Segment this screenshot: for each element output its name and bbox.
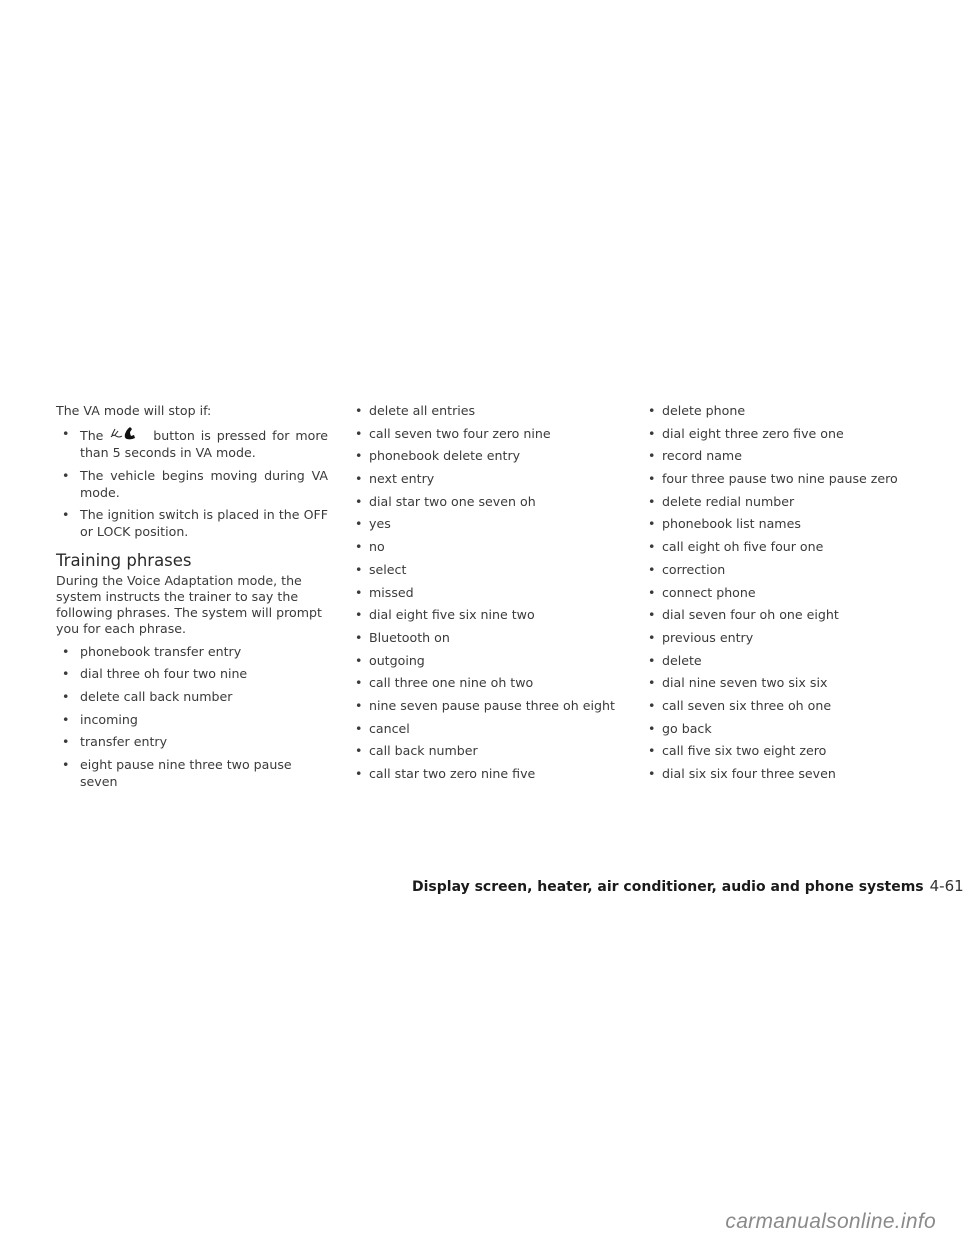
bullet: • xyxy=(648,584,656,600)
page-number: 4-61 xyxy=(929,877,964,895)
bullet: • xyxy=(355,403,363,418)
bullet: • xyxy=(355,720,363,736)
bullet: • xyxy=(355,743,363,759)
phrase-text: call three one nine oh two xyxy=(369,675,534,691)
list-item xyxy=(62,756,328,790)
bullet: • xyxy=(355,516,363,532)
list-item xyxy=(648,629,920,646)
phrase-text: select xyxy=(369,561,407,577)
phrase-text: previous entry xyxy=(662,629,754,645)
list-item xyxy=(355,765,627,782)
footer-title: Display screen, heater, air conditioner, audio and phone systems xyxy=(412,879,924,895)
phrase-text: call seven six three oh one xyxy=(662,697,832,713)
bullet: • xyxy=(355,766,363,781)
phrase-text: four three pause two nine pause zero xyxy=(662,471,898,487)
bullet: • xyxy=(648,607,656,623)
list-item xyxy=(355,742,627,759)
phrase-text: phonebook delete entry xyxy=(369,448,521,464)
watermark: carmanualsonline.info xyxy=(725,1210,936,1233)
list-item xyxy=(648,561,920,578)
bullet: • xyxy=(648,448,656,464)
bullet: • xyxy=(62,643,70,659)
list-item xyxy=(648,720,920,737)
list-item xyxy=(648,402,920,419)
list-item xyxy=(648,447,920,464)
list-item xyxy=(62,711,328,728)
phrase-text: incoming xyxy=(80,711,138,727)
list-item xyxy=(355,697,627,714)
phrase-text: call star two zero nine five xyxy=(369,766,536,781)
phrase-text: call back number xyxy=(369,743,478,759)
bullet: • xyxy=(62,666,70,682)
list-item xyxy=(648,674,920,691)
list-item xyxy=(355,470,627,487)
phrase-text: yes xyxy=(369,516,391,532)
list-item xyxy=(62,733,328,750)
phrase-text: delete call back number xyxy=(80,688,233,704)
phrase-text: missed xyxy=(369,584,414,600)
list-item xyxy=(62,665,328,682)
phrase-text: record name xyxy=(662,448,742,464)
bullet: • xyxy=(648,471,656,487)
list-item xyxy=(355,652,627,669)
list-item xyxy=(355,493,627,510)
bullet: • xyxy=(355,539,363,555)
bullet: • xyxy=(648,403,656,418)
phrase-text: correction xyxy=(662,561,726,577)
phrase-text: connect phone xyxy=(662,584,756,600)
phrase-text: call five six two eight zero xyxy=(662,743,827,759)
bullet: • xyxy=(355,561,363,577)
phrase-text: cancel xyxy=(369,720,410,736)
training-phrases-list xyxy=(56,643,328,790)
bullet: • xyxy=(648,743,656,759)
condition-text: button is pressed for more than 5 seconds in VA mode. xyxy=(80,428,328,460)
condition-text: The vehicle begins moving during VA mode. xyxy=(80,467,328,500)
bullet: • xyxy=(62,507,70,523)
phone-voice-button-icon xyxy=(109,425,147,441)
bullet: • xyxy=(355,607,363,623)
phrase-text: delete phone xyxy=(662,403,746,418)
list-item xyxy=(648,697,920,714)
column-3 xyxy=(648,402,920,788)
phrase-text: call seven two four zero nine xyxy=(369,425,551,441)
list-item xyxy=(62,643,328,660)
phrase-text: phonebook transfer entry xyxy=(80,643,242,659)
condition-text: The ignition switch is placed in the OFF or LOCK position. xyxy=(80,507,328,540)
list-item xyxy=(355,606,627,623)
list-item xyxy=(648,515,920,532)
list-item xyxy=(355,447,627,464)
bullet: • xyxy=(355,471,363,487)
training-phrases-list xyxy=(648,402,920,782)
bullet: • xyxy=(648,675,656,691)
list-item xyxy=(355,515,627,532)
phrase-text: phonebook list names xyxy=(662,516,801,532)
phrase-text: delete redial number xyxy=(662,493,795,509)
intro-text: The VA mode will stop if: xyxy=(56,403,212,418)
list-item xyxy=(355,425,627,442)
phrase-text: go back xyxy=(662,720,712,736)
list-item xyxy=(355,584,627,601)
list-item xyxy=(355,720,627,737)
bullet: • xyxy=(62,711,70,727)
bullet: • xyxy=(62,467,70,483)
list-item xyxy=(355,674,627,691)
bullet: • xyxy=(648,561,656,577)
phrase-text: dial star two one seven oh xyxy=(369,493,536,509)
bullet: • xyxy=(648,652,656,668)
column-2 xyxy=(355,402,627,788)
list-item xyxy=(648,538,920,555)
bullet: • xyxy=(648,493,656,509)
bullet: • xyxy=(355,425,363,441)
bullet: • xyxy=(648,766,656,781)
stop-conditions-list xyxy=(56,425,328,540)
phrase-text: dial eight three zero five one xyxy=(662,425,844,441)
bullet: • xyxy=(355,493,363,509)
phrase-text: no xyxy=(369,539,385,555)
bullet: • xyxy=(355,697,363,713)
bullet: • xyxy=(62,426,70,441)
phrase-text: call eight oh five four one xyxy=(662,539,824,555)
list-item xyxy=(355,629,627,646)
list-item xyxy=(648,765,920,782)
bullet: • xyxy=(648,425,656,441)
phrase-text: delete all entries xyxy=(369,403,476,418)
list-item xyxy=(355,538,627,555)
phrase-text: dial nine seven two six six xyxy=(662,675,828,691)
list-item xyxy=(62,425,328,461)
list-item xyxy=(62,467,328,501)
bullet: • xyxy=(648,720,656,736)
section-heading: Training phrases xyxy=(56,551,192,571)
phrase-text: outgoing xyxy=(369,652,425,668)
phrase-text: dial seven four oh one eight xyxy=(662,607,839,623)
phrase-text: dial three oh four two nine xyxy=(80,666,248,682)
training-phrases-list xyxy=(355,402,627,782)
bullet: • xyxy=(355,675,363,691)
phrase-text: delete xyxy=(662,652,702,668)
section-paragraph: During the Voice Adaptation mode, the system instructs the trainer to say the following phrases. The system will prompt you for each phrase. xyxy=(56,573,322,636)
list-item xyxy=(648,652,920,669)
list-item xyxy=(62,688,328,705)
phrase-text: dial six six four three seven xyxy=(662,766,836,781)
list-item xyxy=(62,506,328,540)
bullet: • xyxy=(648,697,656,713)
bullet: • xyxy=(62,734,70,750)
bullet: • xyxy=(62,757,70,772)
list-item xyxy=(355,402,627,419)
bullet: • xyxy=(648,629,656,645)
column-1 xyxy=(56,402,328,796)
bullet: • xyxy=(62,688,70,704)
list-item xyxy=(648,493,920,510)
phrase-text: transfer entry xyxy=(80,734,168,750)
list-item xyxy=(355,561,627,578)
bullet: • xyxy=(355,584,363,600)
phrase-text: next entry xyxy=(369,471,435,487)
bullet: • xyxy=(355,652,363,668)
phrase-text: Bluetooth on xyxy=(369,629,450,645)
list-item xyxy=(648,584,920,601)
list-item xyxy=(648,470,920,487)
phrase-text: nine seven pause pause three oh eight xyxy=(369,697,615,713)
bullet: • xyxy=(648,516,656,532)
bullet: • xyxy=(648,539,656,555)
phrase-text: dial eight five six nine two xyxy=(369,607,535,623)
list-item xyxy=(648,606,920,623)
list-item xyxy=(648,425,920,442)
list-item xyxy=(648,742,920,759)
condition-text: The xyxy=(80,428,104,443)
page-footer xyxy=(412,877,964,895)
bullet: • xyxy=(355,629,363,645)
phrase-text: eight pause nine three two pause seven xyxy=(80,757,292,789)
bullet: • xyxy=(355,448,363,464)
